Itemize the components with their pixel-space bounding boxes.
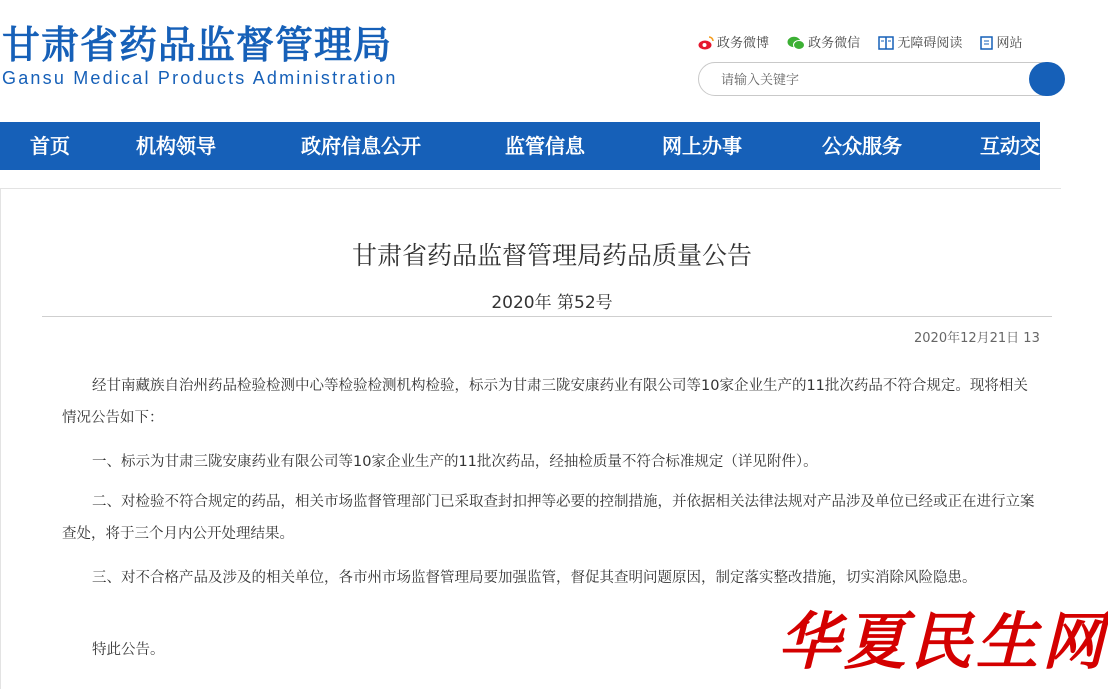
wechat-icon (787, 36, 805, 50)
accessibility-label: 无障碍阅读 (897, 36, 963, 51)
wechat-label: 政务微信 (808, 36, 861, 51)
title-divider (42, 316, 1052, 317)
site-logo-subtitle: Gansu Medical Products Administration (2, 68, 398, 88)
site-link[interactable] (980, 32, 1022, 51)
article-paragraph-closing: 特此公告。 (92, 642, 165, 658)
nav-item-home[interactable]: 首页 (30, 134, 70, 158)
search-button[interactable] (1029, 62, 1065, 96)
site-header (0, 0, 1040, 122)
top-links (698, 32, 1036, 50)
weibo-label: 政务微博 (717, 36, 770, 51)
article-paragraph-2: 二、对检验不符合规定的药品，相关市场监督管理部门已采取查封扣押等必要的控制措施，并依据相关法律法规对产品涉及单位已经或正在进行立案查处，将于三个月内公开处理结果。 (62, 494, 1035, 542)
article-paragraph-1: 一、标示为甘肃三陇安康药业有限公司等10家企业生产的11批次药品，经抽检质量不符合标准规定（详见附件）。 (92, 454, 818, 470)
search-input[interactable] (719, 69, 1023, 91)
article-issue-number: 2020年 第52号 (491, 293, 613, 313)
search-box (698, 62, 1058, 96)
article-paragraph-intro: 经甘南藏族自治州药品检验检测中心等检验检测机构检验，标示为甘肃三陇安康药业有限公司等10家企业生产的11批次药品不符合规定。现将相关情况公告如下： (62, 378, 1028, 426)
site-icon (980, 36, 993, 50)
accessibility-link[interactable] (878, 32, 962, 51)
nav-item-online-services[interactable]: 网上办事 (662, 134, 742, 158)
nav-item-supervision[interactable]: 监管信息 (505, 134, 585, 158)
accessibility-icon (878, 36, 894, 50)
wechat-link[interactable] (787, 32, 860, 51)
nav-item-public-services[interactable]: 公众服务 (822, 134, 902, 158)
site-label: 网站 (996, 36, 1023, 51)
watermark-logo: 华夏民生网 (778, 605, 1108, 678)
nav-item-gov-info[interactable]: 政府信息公开 (301, 134, 421, 158)
site-logo-title[interactable]: 甘肃省药品监督管理局 (2, 23, 393, 67)
main-nav (0, 122, 1040, 170)
weibo-icon (698, 36, 714, 50)
article-paragraph-3: 三、对不合格产品及涉及的相关单位，各市州市场监督管理局要加强监管，督促其查明问题原因，制定落实整改措施，切实消除风险隐患。 (92, 570, 977, 586)
weibo-link[interactable] (698, 32, 769, 51)
nav-item-leadership[interactable]: 机构领导 (136, 134, 216, 158)
article-title: 甘肃省药品监督管理局药品质量公告 (351, 241, 752, 270)
publish-date: 2020年12月21日 13 (914, 331, 1040, 346)
nav-item-interaction[interactable]: 互动交 (980, 134, 1040, 158)
